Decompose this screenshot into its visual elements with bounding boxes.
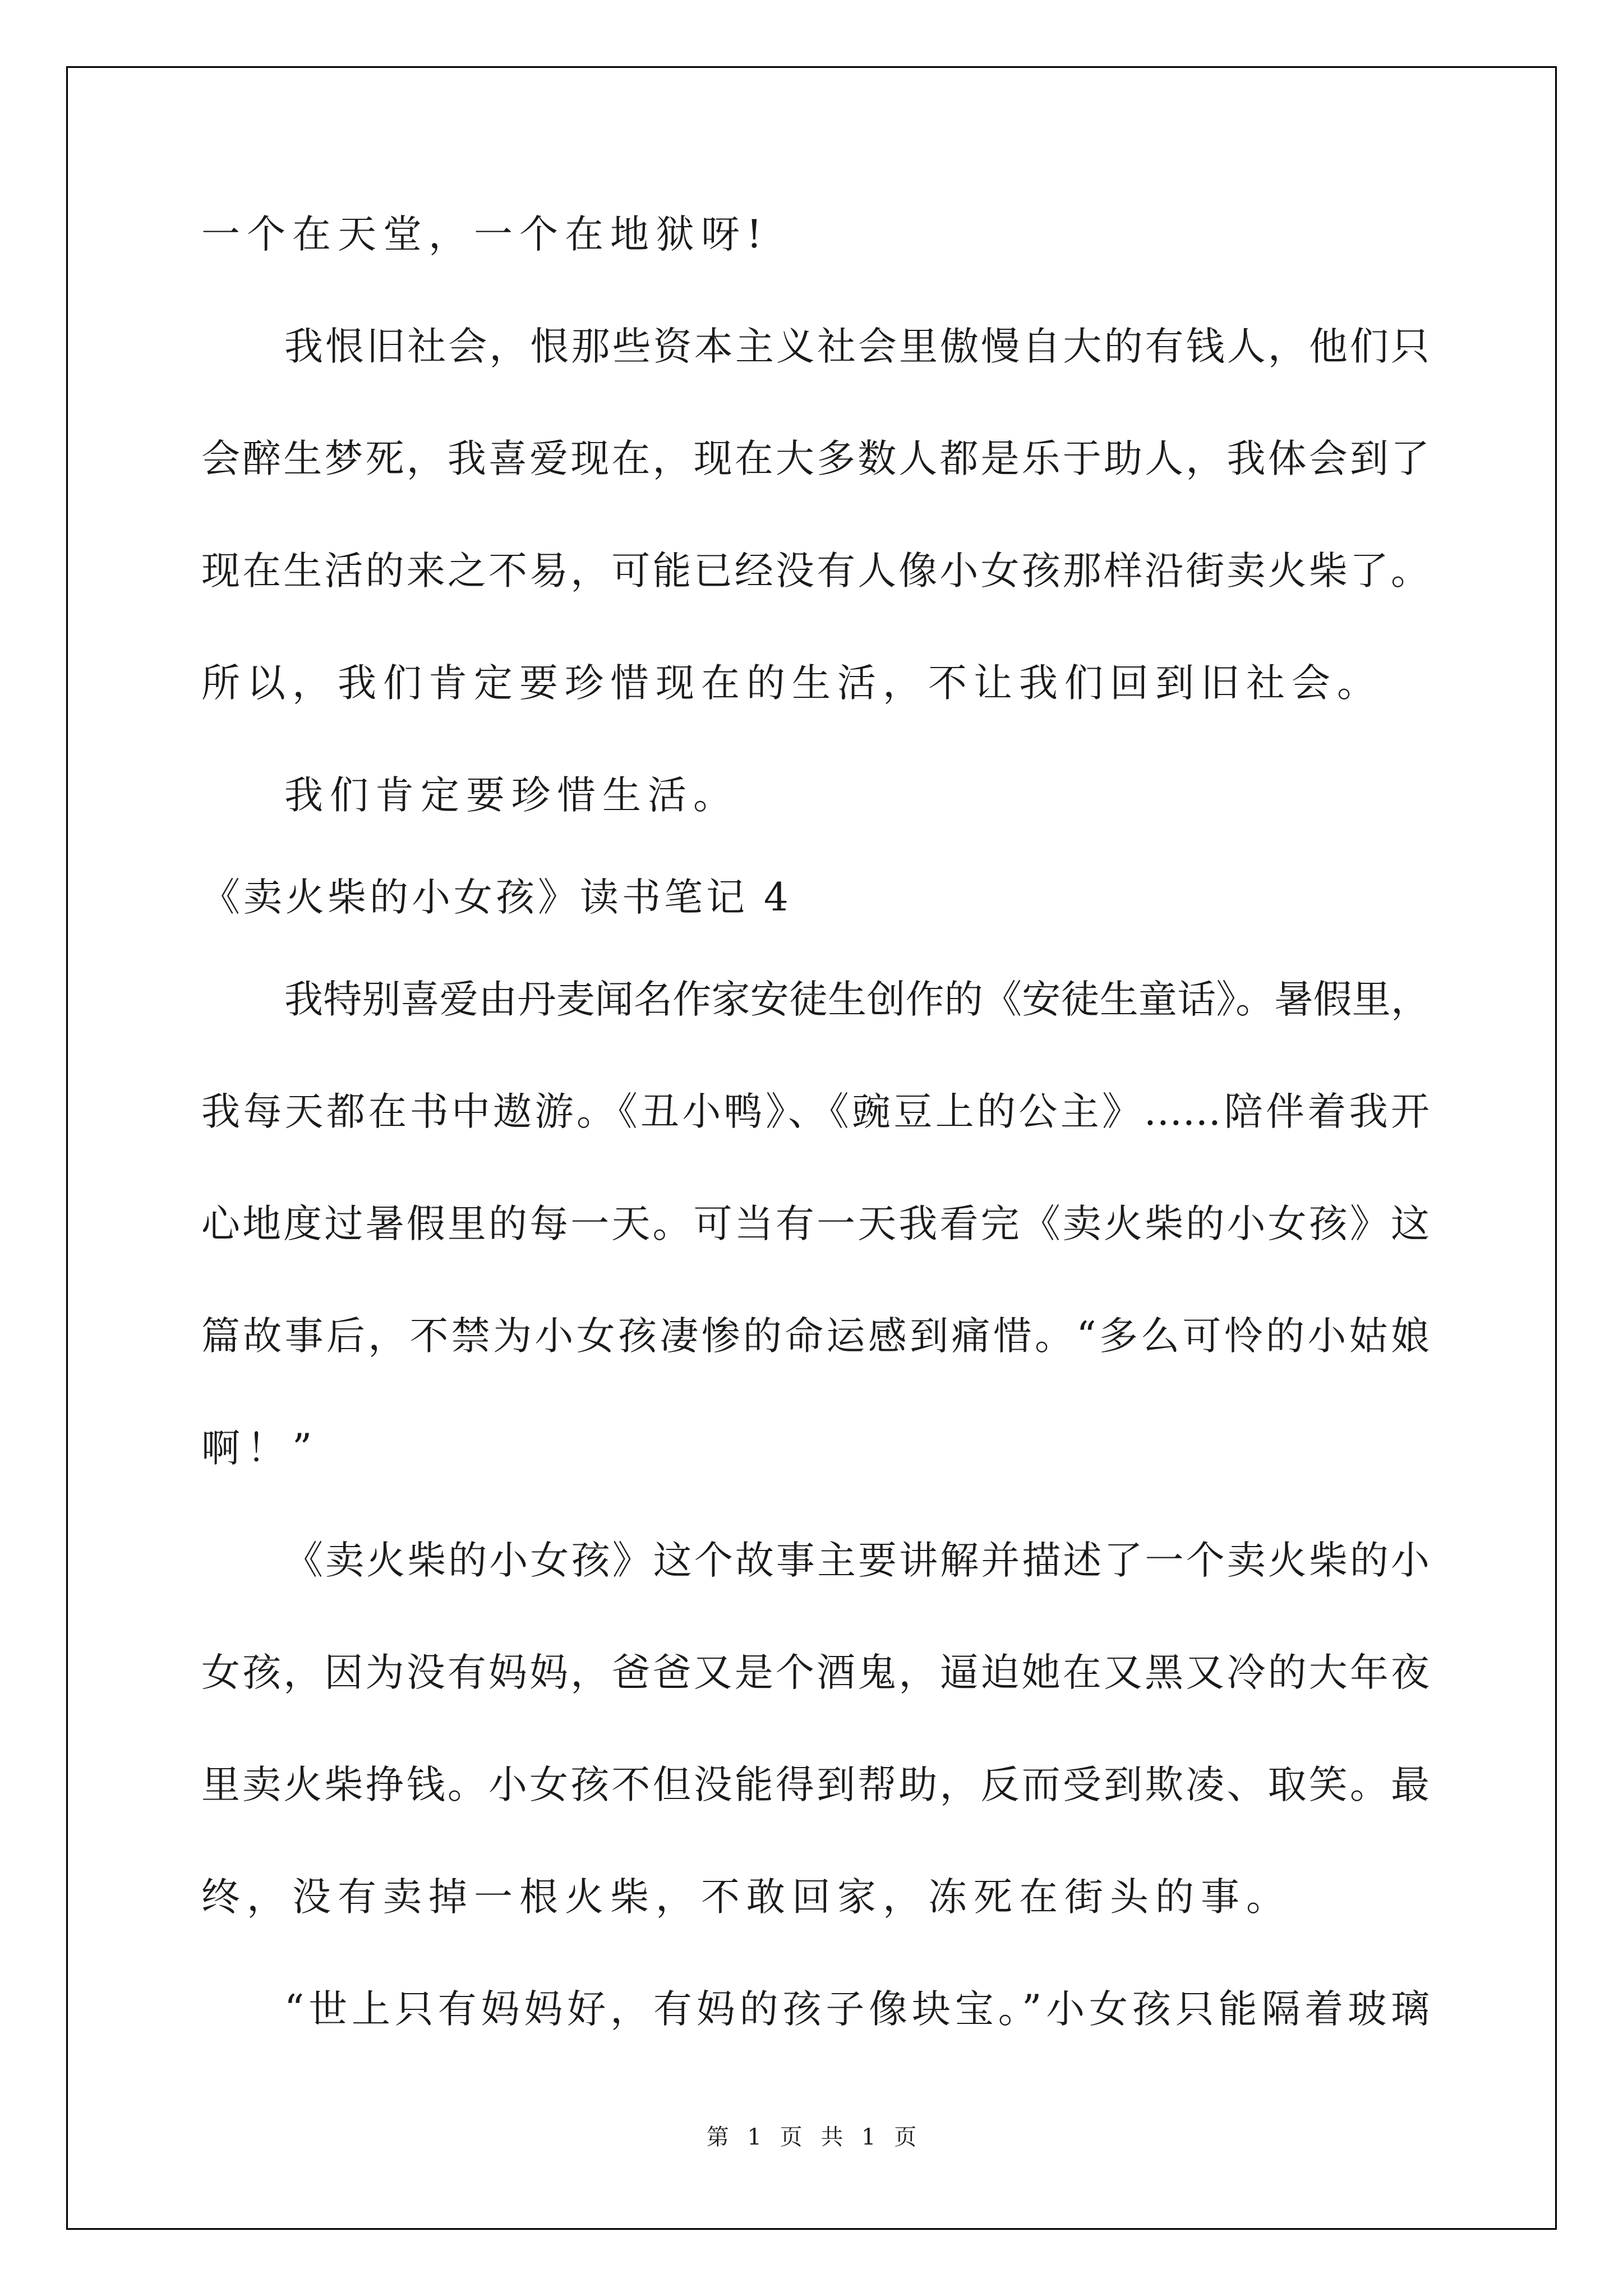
- text-line-9: 我每天都在书中遨游。《丑小鸭》、《豌豆上的公主》……陪伴着我开: [201, 1089, 1430, 1134]
- text-line-10: 心地度过暑假里的每一天。可当有一天我看完《卖火柴的小女孩》这: [201, 1202, 1430, 1246]
- text-line-13: 《卖火柴的小女孩》这个故事主要讲解并描述了一个卖火柴的小: [284, 1538, 1430, 1583]
- text-line-4: 现在生活的来之不易，可能已经没有人像小女孩那样沿街卖火柴了。: [201, 549, 1430, 593]
- text-line-11: 篇故事后，不禁为小女孩凄惨的命运感到痛惜。“多么可怜的小姑娘: [201, 1314, 1430, 1359]
- text-line-17: “世上只有妈妈好，有妈的孩子像块宝。”小女孩只能隔着玻璃: [284, 1987, 1430, 2032]
- text-line-5: 所以，我们肯定要珍惜现在的生活，不让我们回到旧社会。: [201, 661, 1382, 706]
- text-line-15: 里卖火柴挣钱。小女孩不但没能得到帮助，反而受到欺凌、取笑。最: [201, 1763, 1430, 1807]
- text-line-16: 终，没有卖掉一根火柴，不敢回家，冻死在街头的事。: [201, 1875, 1292, 1920]
- text-line-8: 我特别喜爱由丹麦闻名作家安徒生创作的《安徒生童话》。暑假里，: [284, 977, 1430, 1022]
- page-footer: 第 1 页 共 1 页: [706, 2124, 917, 2150]
- text-line-12: 啊！”: [201, 1426, 319, 1471]
- text-line-2: 我恨旧社会，恨那些资本主义社会里傲慢自大的有钱人，他们只: [284, 324, 1430, 369]
- text-line-6: 我们肯定要珍惜生活。: [284, 773, 739, 818]
- text-line-14: 女孩，因为没有妈妈，爸爸又是个酒鬼，逼迫她在又黑又冷的大年夜: [201, 1650, 1430, 1695]
- text-line-3: 会醉生梦死，我喜爱现在，现在大多数人都是乐于助人，我体会到了: [201, 436, 1430, 481]
- text-line-1: 一个在天堂，一个在地狱呀!: [201, 212, 769, 257]
- section-heading: 《卖火柴的小女孩》读书笔记 4: [201, 875, 792, 920]
